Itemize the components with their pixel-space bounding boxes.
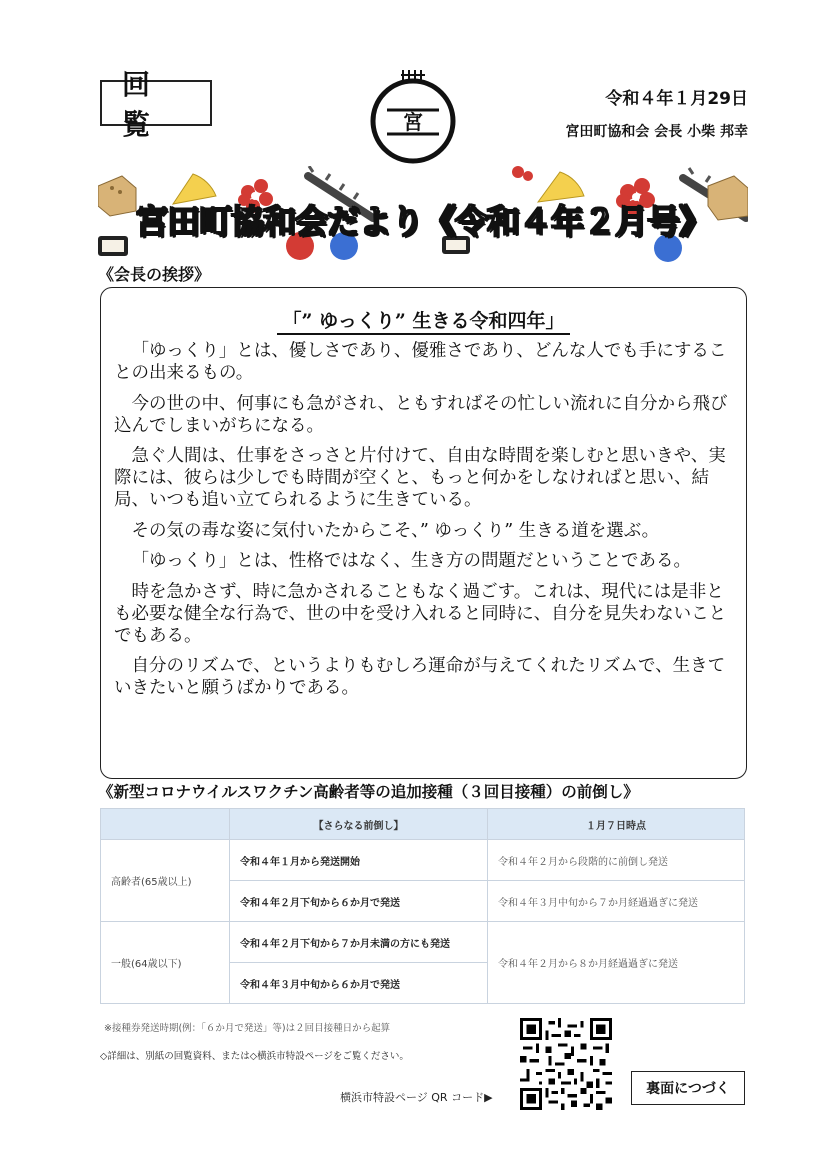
table-row [101,922,745,963]
town-emblem [363,66,463,166]
group-label: 高齢者(65歳以上) [101,840,230,922]
qr-code[interactable] [520,1018,612,1110]
flower-icon [512,166,533,181]
newsletter-title: 宮田町協和会だより《令和４年２月号》 [135,202,711,241]
column-header: １月７日時点 [488,809,745,840]
greeting-paragraph: 「ゆっくり」とは、性格ではなく、生き方の問題だということである。 [131,551,691,571]
table-row [101,840,745,881]
column-header [101,809,230,840]
table-cell: 令和４年３月中旬から６か月で発送 [230,963,488,1004]
greeting-paragraph: 自分のリズムで、というよりもむしろ運命が与えてくれたリズムで、生きていきたいと願うばかりである。 [114,656,726,698]
greeting-paragraph: 急ぐ人間は、仕事をさっさと片付けて、自由な時間を楽しむと思いきや、実際には、彼らは少しでも時間が空くと、もっと何かをしなければと思い、結局、いつも追い立てられるように生きている。 [114,446,726,510]
continued-on-back-label: 裏面につづく [631,1071,745,1105]
greeting-paragraph: 「ゆっくり」とは、優しさであり、優雅さであり、どんな人でも手にすることの出来るもの。 [114,341,727,383]
details-note: ◇詳細は、別紙の回覧資料、または◇横浜市特設ページをご覧ください。 [100,1051,409,1062]
author: 宮田町協和会 会長 小柴 邦幸 [565,124,748,140]
greeting-paragraph: 今の世の中、何事にも急がされ、ともすればその忙しい流れに自分から飛び込んでしまいがちになる。 [114,393,728,436]
table-cell: 令和４年２月下旬から６か月で発送 [230,881,488,922]
greeting-title: 「” ゆっくり” 生きる令和四年」 [100,306,747,333]
qr-label: 横浜市特設ページ QR コード▶ [340,1091,493,1104]
vaccine-section-title: 《新型コロナウイルスワクチン高齢者等の追加接種（３回目接種）の前倒し》 [98,783,639,801]
vaccine-schedule-table [100,808,745,1004]
table-cell: 令和４年２月下旬から７か月未満の方にも発送 [230,922,488,963]
greeting-paragraph: その気の毒な姿に気付いたからこそ、” ゆっくり” 生きる道を選ぶ。 [131,520,660,541]
table-cell: 令和４年３月中旬から７か月経過過ぎに発送 [488,881,745,922]
table-cell: 令和４年２月から８か月経過過ぎに発送 [488,922,745,1004]
table-cell: 令和４年１月から発送開始 [230,840,488,881]
footnote: ※接種券発送時期(例：「６か月で発送」等)は２回目接種日から起算 [104,1023,391,1034]
emblem-char: 宮 [403,110,423,134]
greeting-section-title: 《会長の挨拶》 [98,265,211,284]
issue-date: 令和４年１月29日 [605,89,748,109]
table-cell: 令和４年２月から段階的に前倒し発送 [488,840,745,881]
table-header-row [101,809,745,840]
circulation-label: 回 覧 [100,80,212,126]
column-header: 【さらなる前倒し】 [230,809,488,840]
greeting-body [114,340,734,708]
group-label: 一般(64歳以下) [101,922,230,1004]
greeting-paragraph: 時を急かさず、時に急かされることもなく過ごす。これは、現代には是非とも必要な健全な行為で、世の中を受け入れると同時に、自分を見失わないことでもある。 [114,581,727,646]
